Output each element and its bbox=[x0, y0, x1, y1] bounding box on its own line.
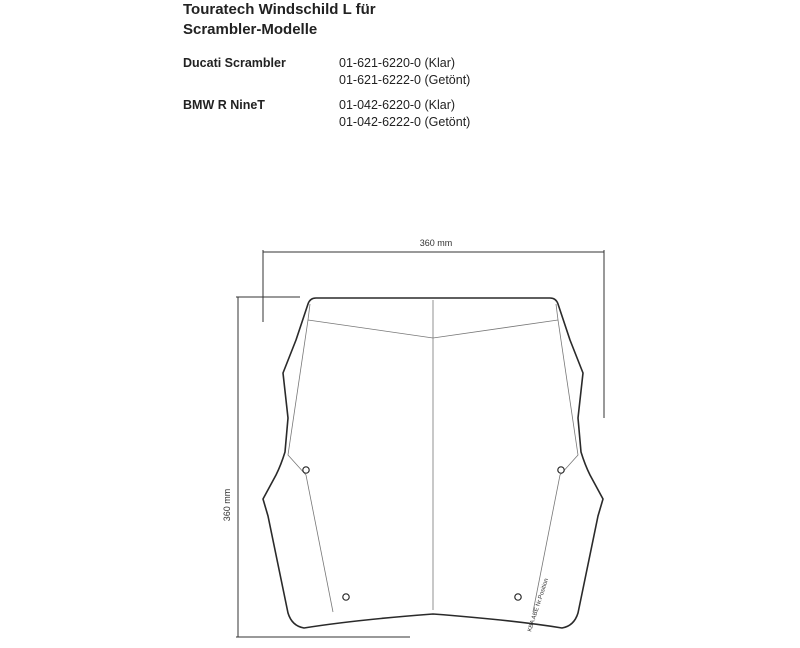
mounting-hole-lower-right bbox=[515, 594, 521, 600]
windshield-inner-lines bbox=[288, 300, 578, 612]
model-name: BMW R NineT bbox=[183, 98, 265, 112]
height-dimension bbox=[236, 297, 410, 637]
model-name: Ducati Scrambler bbox=[183, 56, 286, 70]
mounting-holes bbox=[303, 467, 564, 600]
part-number: 01-042-6220-0 (Klar) bbox=[339, 98, 456, 112]
height-label: 360 mm bbox=[222, 488, 232, 522]
title-line-1: Touratech Windschild L für bbox=[183, 1, 376, 18]
mounting-hole-upper-left bbox=[303, 467, 309, 473]
left-contour-line bbox=[288, 304, 333, 612]
part-number: 01-621-6222-0 (Getönt) bbox=[339, 73, 471, 87]
mounting-hole-lower-left bbox=[343, 594, 349, 600]
part-number: 01-621-6220-0 (Klar) bbox=[339, 56, 456, 70]
right-contour-line bbox=[533, 304, 578, 612]
width-dimension bbox=[263, 250, 604, 418]
width-label: 360 mm bbox=[419, 238, 453, 248]
mounting-hole-upper-right bbox=[558, 467, 564, 473]
approval-marking-label: KBA ABE Nr.Position bbox=[527, 577, 551, 633]
title-line-2: Scrambler-Modelle bbox=[183, 21, 318, 38]
part-number: 01-042-6222-0 (Getönt) bbox=[339, 115, 471, 129]
